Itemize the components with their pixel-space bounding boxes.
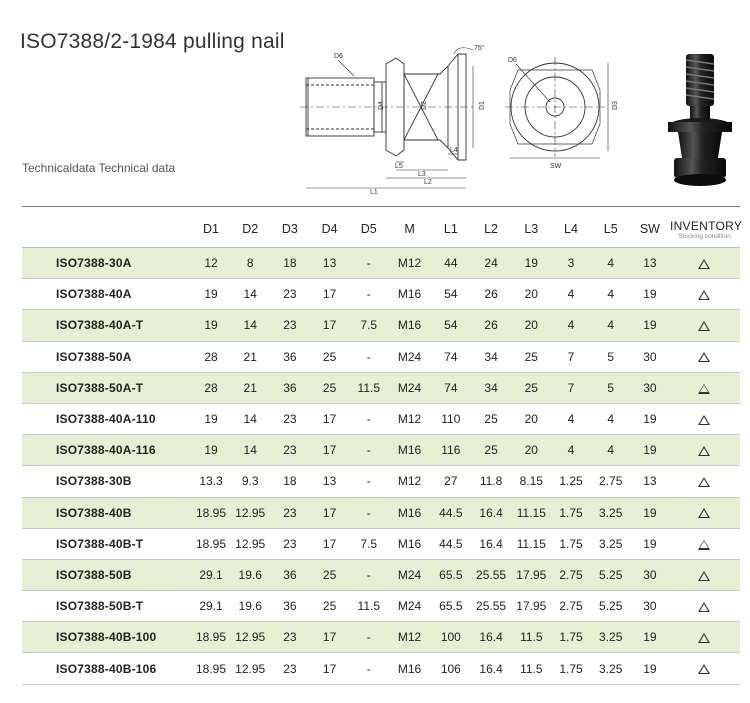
cell-l5: 3.25 (591, 528, 631, 559)
technical-data-label: Technicaldata Technical data (22, 161, 176, 175)
cell-d2: 12.95 (231, 497, 270, 528)
header-d1: D1 (203, 221, 220, 236)
inventory-label: INVENTORY (669, 219, 743, 233)
table-body (22, 248, 740, 685)
cell-d3: 23 (270, 528, 310, 559)
cell-l2: 25.55 (471, 559, 511, 590)
cell-l4: 1.25 (551, 466, 590, 497)
model-cell: ISO7388-30B (22, 466, 191, 497)
table-row (22, 653, 740, 684)
cell-d2: 14 (231, 435, 270, 466)
cell-l3: 20 (511, 310, 551, 341)
cell-sw: 19 (631, 403, 669, 434)
label-l1: L1 (370, 189, 378, 195)
cell-l5: 5.25 (591, 559, 631, 590)
cell-d1: 28 (191, 341, 230, 372)
cell-d2: 19.6 (231, 559, 270, 590)
triangle-icon (698, 508, 710, 518)
cell-l1: 74 (431, 341, 471, 372)
cell-m: M16 (388, 497, 430, 528)
inventory-cell (669, 466, 740, 497)
cell-d3: 23 (270, 279, 310, 310)
cell-l5: 2.75 (591, 466, 631, 497)
cell-sw: 19 (631, 310, 669, 341)
cell-d4: 17 (310, 653, 349, 684)
triangle-icon (698, 633, 710, 643)
cell-l1: 44.5 (431, 528, 471, 559)
header-d4: D4 (321, 221, 338, 236)
cell-d1: 18.95 (191, 622, 230, 653)
cell-d1: 19 (191, 435, 230, 466)
inventory-cell (669, 279, 740, 310)
pull-stud-photo (660, 50, 740, 195)
inventory-cell (669, 497, 740, 528)
cell-d5: 11.5 (349, 372, 388, 403)
cell-sw: 30 (631, 559, 669, 590)
model-cell: ISO7388-40A-110 (22, 403, 191, 434)
cell-l5: 4 (591, 310, 631, 341)
cell-l5: 5 (591, 372, 631, 403)
table-row (22, 559, 740, 590)
cell-l1: 44 (431, 248, 471, 279)
cell-d4: 17 (310, 435, 349, 466)
cell-d5: - (349, 341, 388, 372)
cell-sw: 19 (631, 622, 669, 653)
label-d4: D4 (378, 101, 385, 110)
cell-l5: 4 (591, 403, 631, 434)
inventory-cell (669, 622, 740, 653)
cell-l4: 1.75 (551, 528, 590, 559)
triangle-icon (698, 602, 710, 612)
triangle-icon (698, 415, 710, 425)
cell-l4: 1.75 (551, 622, 590, 653)
header-d5: D5 (360, 221, 377, 236)
cell-l2: 24 (471, 248, 511, 279)
cell-d3: 18 (270, 248, 310, 279)
cell-sw: 19 (631, 528, 669, 559)
cell-l1: 65.5 (431, 559, 471, 590)
cell-d3: 36 (270, 559, 310, 590)
inventory-cell (669, 372, 740, 403)
cell-d1: 19 (191, 403, 230, 434)
table-row (22, 435, 740, 466)
triangle-icon (698, 571, 710, 581)
cell-l1: 27 (431, 466, 471, 497)
cell-sw: 19 (631, 435, 669, 466)
table-row (22, 622, 740, 653)
cell-l3: 11.5 (511, 622, 551, 653)
model-cell: ISO7388-40B (22, 497, 191, 528)
cell-l3: 11.15 (511, 497, 551, 528)
cell-l5: 3.25 (591, 653, 631, 684)
header-l5: L5 (603, 221, 618, 236)
inventory-cell (669, 403, 740, 434)
cell-l5: 5 (591, 341, 631, 372)
cell-l3: 20 (511, 403, 551, 434)
cell-d2: 14 (231, 279, 270, 310)
cell-l2: 16.4 (471, 497, 511, 528)
model-cell: ISO7388-50B (22, 559, 191, 590)
model-cell: ISO7388-40B-106 (22, 653, 191, 684)
cell-d4: 17 (310, 310, 349, 341)
cell-m: M12 (388, 466, 430, 497)
cell-d2: 12.95 (231, 653, 270, 684)
cell-d1: 13.3 (191, 466, 230, 497)
cell-l4: 1.75 (551, 653, 590, 684)
cell-l4: 2.75 (551, 559, 590, 590)
inventory-cell (669, 310, 740, 341)
table-row (22, 497, 740, 528)
model-cell: ISO7388-40A-T (22, 310, 191, 341)
cell-d4: 25 (310, 559, 349, 590)
cell-l5: 4 (591, 279, 631, 310)
cell-l4: 7 (551, 372, 590, 403)
cell-d1: 18.95 (191, 653, 230, 684)
cell-d4: 25 (310, 341, 349, 372)
cell-m: M16 (388, 653, 430, 684)
header-m: M (404, 221, 415, 236)
label-d1: D1 (479, 101, 486, 110)
cell-d4: 25 (310, 372, 349, 403)
cell-l3: 17.95 (511, 591, 551, 622)
cell-l3: 11.5 (511, 653, 551, 684)
header-l2: L2 (484, 221, 499, 236)
cell-m: M16 (388, 279, 430, 310)
header-model (22, 210, 191, 248)
triangle-icon (698, 446, 710, 456)
triangle-icon (698, 321, 710, 331)
cell-d2: 21 (231, 372, 270, 403)
inventory-cell (669, 341, 740, 372)
cell-sw: 30 (631, 341, 669, 372)
cell-d3: 18 (270, 466, 310, 497)
cell-d3: 23 (270, 653, 310, 684)
cell-d3: 36 (270, 372, 310, 403)
cell-l5: 3.25 (591, 622, 631, 653)
cell-l4: 2.75 (551, 591, 590, 622)
cell-l2: 16.4 (471, 653, 511, 684)
cell-d1: 19 (191, 310, 230, 341)
cell-d4: 17 (310, 497, 349, 528)
triangle-icon (698, 384, 710, 394)
cell-sw: 19 (631, 497, 669, 528)
cell-l2: 25 (471, 435, 511, 466)
cell-d1: 29.1 (191, 591, 230, 622)
cell-l2: 16.4 (471, 622, 511, 653)
model-cell: ISO7388-50A (22, 341, 191, 372)
cell-d5: - (349, 653, 388, 684)
label-sw: SW (550, 163, 562, 170)
header-l1: L1 (443, 221, 458, 236)
cell-d2: 14 (231, 310, 270, 341)
cell-d4: 17 (310, 622, 349, 653)
cell-d4: 13 (310, 466, 349, 497)
model-cell: ISO7388-40A-116 (22, 435, 191, 466)
model-cell: ISO7388-50B-T (22, 591, 191, 622)
table-row (22, 372, 740, 403)
table-row (22, 403, 740, 434)
table-row (22, 279, 740, 310)
cell-d1: 19 (191, 279, 230, 310)
cell-sw: 30 (631, 591, 669, 622)
inventory-cell (669, 248, 740, 279)
cell-l1: 74 (431, 372, 471, 403)
cell-d2: 9.3 (231, 466, 270, 497)
label-l2: L2 (424, 179, 432, 186)
cell-l2: 26 (471, 279, 511, 310)
cell-l2: 16.4 (471, 528, 511, 559)
table-row (22, 591, 740, 622)
cell-l5: 3.25 (591, 497, 631, 528)
table-row (22, 310, 740, 341)
cell-sw: 19 (631, 653, 669, 684)
model-cell: ISO7388-40B-100 (22, 622, 191, 653)
label-angle: 75° (474, 45, 485, 52)
cell-d5: - (349, 279, 388, 310)
cell-l2: 34 (471, 341, 511, 372)
header-row (22, 210, 740, 248)
model-cell: ISO7388-40A (22, 279, 191, 310)
table-row (22, 248, 740, 279)
page-title: ISO7388/2-1984 pulling nail (20, 30, 285, 53)
cell-l3: 17.95 (511, 559, 551, 590)
cell-d3: 36 (270, 591, 310, 622)
cell-l3: 20 (511, 435, 551, 466)
cell-l4: 4 (551, 435, 590, 466)
cell-l4: 1.75 (551, 497, 590, 528)
label-l5: L5 (395, 163, 403, 170)
inventory-cell (669, 528, 740, 559)
cell-d2: 21 (231, 341, 270, 372)
cell-l1: 44.5 (431, 497, 471, 528)
header-d3: D3 (281, 221, 298, 236)
inventory-cell (669, 653, 740, 684)
cell-l5: 5.25 (591, 591, 631, 622)
cell-d4: 13 (310, 248, 349, 279)
table-row (22, 341, 740, 372)
cell-l1: 116 (431, 435, 471, 466)
cell-l5: 4 (591, 248, 631, 279)
cell-m: M12 (388, 248, 430, 279)
cell-d5: - (349, 403, 388, 434)
cell-d5: - (349, 559, 388, 590)
cell-l4: 7 (551, 341, 590, 372)
cell-d3: 23 (270, 435, 310, 466)
cell-d4: 17 (310, 279, 349, 310)
cell-l4: 3 (551, 248, 590, 279)
triangle-icon (698, 290, 710, 300)
cell-l1: 110 (431, 403, 471, 434)
model-cell: ISO7388-50A-T (22, 372, 191, 403)
cell-d2: 14 (231, 403, 270, 434)
label-d6: D6 (334, 53, 343, 60)
cell-d2: 19.6 (231, 591, 270, 622)
cell-l3: 25 (511, 341, 551, 372)
cell-d4: 17 (310, 528, 349, 559)
cell-l3: 11.15 (511, 528, 551, 559)
cell-d3: 23 (270, 622, 310, 653)
cell-m: M24 (388, 591, 430, 622)
spec-table (22, 210, 743, 685)
triangle-icon (698, 477, 710, 487)
cell-l3: 25 (511, 372, 551, 403)
cell-l3: 19 (511, 248, 551, 279)
inventory-cell (669, 559, 740, 590)
cell-d2: 8 (231, 248, 270, 279)
cell-m: M16 (388, 528, 430, 559)
cell-l2: 25 (471, 403, 511, 434)
cell-d3: 23 (270, 403, 310, 434)
cell-d5: - (349, 497, 388, 528)
cell-l2: 25.55 (471, 591, 511, 622)
cell-d1: 12 (191, 248, 230, 279)
inventory-cell (669, 591, 740, 622)
label-d2: D2 (421, 101, 428, 110)
header-l3: L3 (524, 221, 539, 236)
cell-d1: 29.1 (191, 559, 230, 590)
cell-l1: 65.5 (431, 591, 471, 622)
cell-d2: 12.95 (231, 622, 270, 653)
cell-d3: 23 (270, 497, 310, 528)
cell-l4: 4 (551, 279, 590, 310)
header-d2: D2 (242, 221, 259, 236)
triangle-icon (698, 352, 710, 362)
cell-l2: 26 (471, 310, 511, 341)
model-cell: ISO7388-30A (22, 248, 191, 279)
cell-sw: 13 (631, 248, 669, 279)
cell-l4: 4 (551, 403, 590, 434)
cell-l1: 54 (431, 279, 471, 310)
divider (22, 206, 740, 207)
cell-d5: 11.5 (349, 591, 388, 622)
cell-d3: 23 (270, 310, 310, 341)
cell-m: M24 (388, 372, 430, 403)
cell-l4: 4 (551, 310, 590, 341)
inventory-cell (669, 435, 740, 466)
cell-l3: 8.15 (511, 466, 551, 497)
cell-l2: 11.8 (471, 466, 511, 497)
inventory-sublabel: Stocking condition (678, 233, 731, 240)
cell-d4: 17 (310, 403, 349, 434)
cell-d5: - (349, 622, 388, 653)
triangle-icon (698, 664, 710, 674)
cell-d5: - (349, 435, 388, 466)
table-row (22, 528, 740, 559)
header-sw: SW (639, 221, 660, 236)
cell-l1: 54 (431, 310, 471, 341)
cell-d2: 12.95 (231, 528, 270, 559)
cell-m: M24 (388, 341, 430, 372)
label-l3: L3 (418, 171, 426, 178)
cell-l5: 4 (591, 435, 631, 466)
cell-m: M12 (388, 403, 430, 434)
cell-sw: 30 (631, 372, 669, 403)
cell-d5: - (349, 248, 388, 279)
triangle-icon (698, 259, 710, 269)
table-row (22, 466, 740, 497)
cell-l2: 34 (471, 372, 511, 403)
header-inventory (669, 210, 743, 248)
cell-m: M16 (388, 435, 430, 466)
cell-d3: 36 (270, 341, 310, 372)
label-l4: L4 (450, 147, 458, 154)
cell-d5: 7.5 (349, 310, 388, 341)
technical-drawing (298, 40, 628, 195)
label-d3: D3 (612, 101, 619, 110)
header-l4: L4 (564, 221, 578, 236)
triangle-icon (698, 540, 710, 550)
model-cell: ISO7388-40B-T (22, 528, 191, 559)
cell-m: M12 (388, 622, 430, 653)
cell-d1: 18.95 (191, 497, 230, 528)
cell-l1: 106 (431, 653, 471, 684)
cell-m: M16 (388, 310, 430, 341)
cell-d5: - (349, 466, 388, 497)
label-front-d6: D6 (508, 57, 517, 64)
cell-d1: 28 (191, 372, 230, 403)
cell-sw: 19 (631, 279, 669, 310)
cell-l3: 20 (511, 279, 551, 310)
cell-d5: 7.5 (349, 528, 388, 559)
cell-d1: 18.95 (191, 528, 230, 559)
cell-m: M24 (388, 559, 430, 590)
cell-l1: 100 (431, 622, 471, 653)
cell-sw: 13 (631, 466, 669, 497)
cell-d4: 25 (310, 591, 349, 622)
